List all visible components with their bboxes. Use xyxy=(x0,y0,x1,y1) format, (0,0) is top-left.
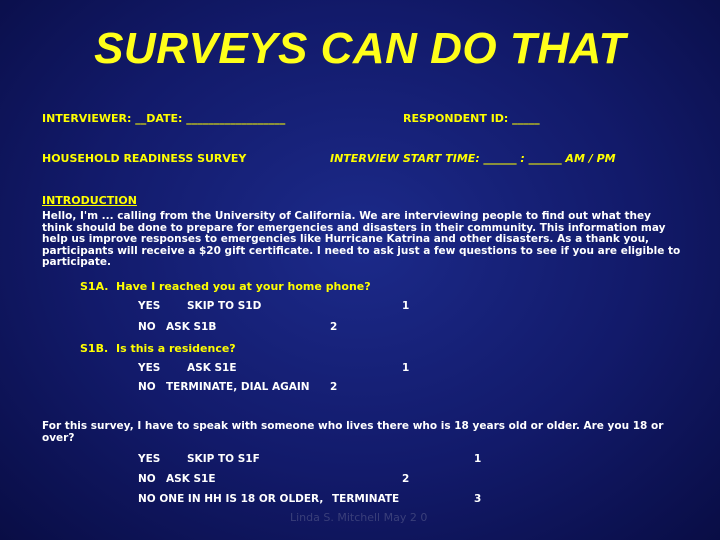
age-opt1-code: 1 xyxy=(474,453,482,465)
s1a-opt1-action: SKIP TO S1D xyxy=(187,300,262,312)
s1a-label: S1A. xyxy=(80,280,109,293)
age-opt3-code: 3 xyxy=(474,493,482,505)
age-opt2-action: ASK S1E xyxy=(166,473,216,485)
s1b-opt1-action: ASK S1E xyxy=(187,362,237,374)
survey-name: HOUSEHOLD READINESS SURVEY xyxy=(42,152,247,165)
age-opt3-answer: NO ONE IN HH IS 18 OR OLDER, xyxy=(138,493,324,505)
s1b-opt2-code: 2 xyxy=(330,381,338,393)
age-opt3-action: TERMINATE xyxy=(332,493,400,505)
age-opt2-code: 2 xyxy=(402,473,410,485)
age-opt2-answer: NO xyxy=(138,473,156,485)
age-opt1-action: SKIP TO S1F xyxy=(187,453,260,465)
age-eligibility-text: For this survey, I have to speak with someone who lives there who is 18 years old or older. Are you 18 or over? xyxy=(42,420,664,444)
s1b-label: S1B. xyxy=(80,342,109,355)
interview-start-time: INTERVIEW START TIME: ______ : ______ AM / PM xyxy=(330,152,616,165)
interviewer-date-line: INTERVIEWER: __DATE: __________________ xyxy=(42,112,286,125)
s1b-opt1-answer: YES xyxy=(138,362,161,374)
intro-paragraph: Hello, I'm ... calling from the University of California. We are interviewing people to find out what they think should be done to prepare for emergencies and disasters in their community. This information may help us improve responses to emergencies like Hurricane Katrina and other disasters. As a thank you, participants will receive a $20 gift certificate. I need to ask just a few questions to see if you are eligible to participate. xyxy=(42,210,681,268)
age-opt1-answer: YES xyxy=(138,453,161,465)
s1b-opt2-answer: NO xyxy=(138,381,156,393)
s1a-opt1-answer: YES xyxy=(138,300,161,312)
s1a-opt2-action: ASK S1B xyxy=(166,321,217,333)
intro-heading: INTRODUCTION xyxy=(42,194,137,207)
s1b-opt1-code: 1 xyxy=(402,362,410,374)
footer-credit: Linda S. Mitchell May 2 0 xyxy=(290,511,428,524)
s1a-opt2-answer: NO xyxy=(138,321,156,333)
s1b-question: Is this a residence? xyxy=(116,342,236,355)
respondent-id-line: RESPONDENT ID: _____ xyxy=(403,112,540,125)
s1a-opt2-code: 2 xyxy=(330,321,338,333)
s1b-opt2-action: TERMINATE, DIAL AGAIN xyxy=(166,381,310,393)
s1a-opt1-code: 1 xyxy=(402,300,410,312)
s1a-question: Have I reached you at your home phone? xyxy=(116,280,371,293)
slide-title: SURVEYS CAN DO THAT xyxy=(94,24,626,73)
